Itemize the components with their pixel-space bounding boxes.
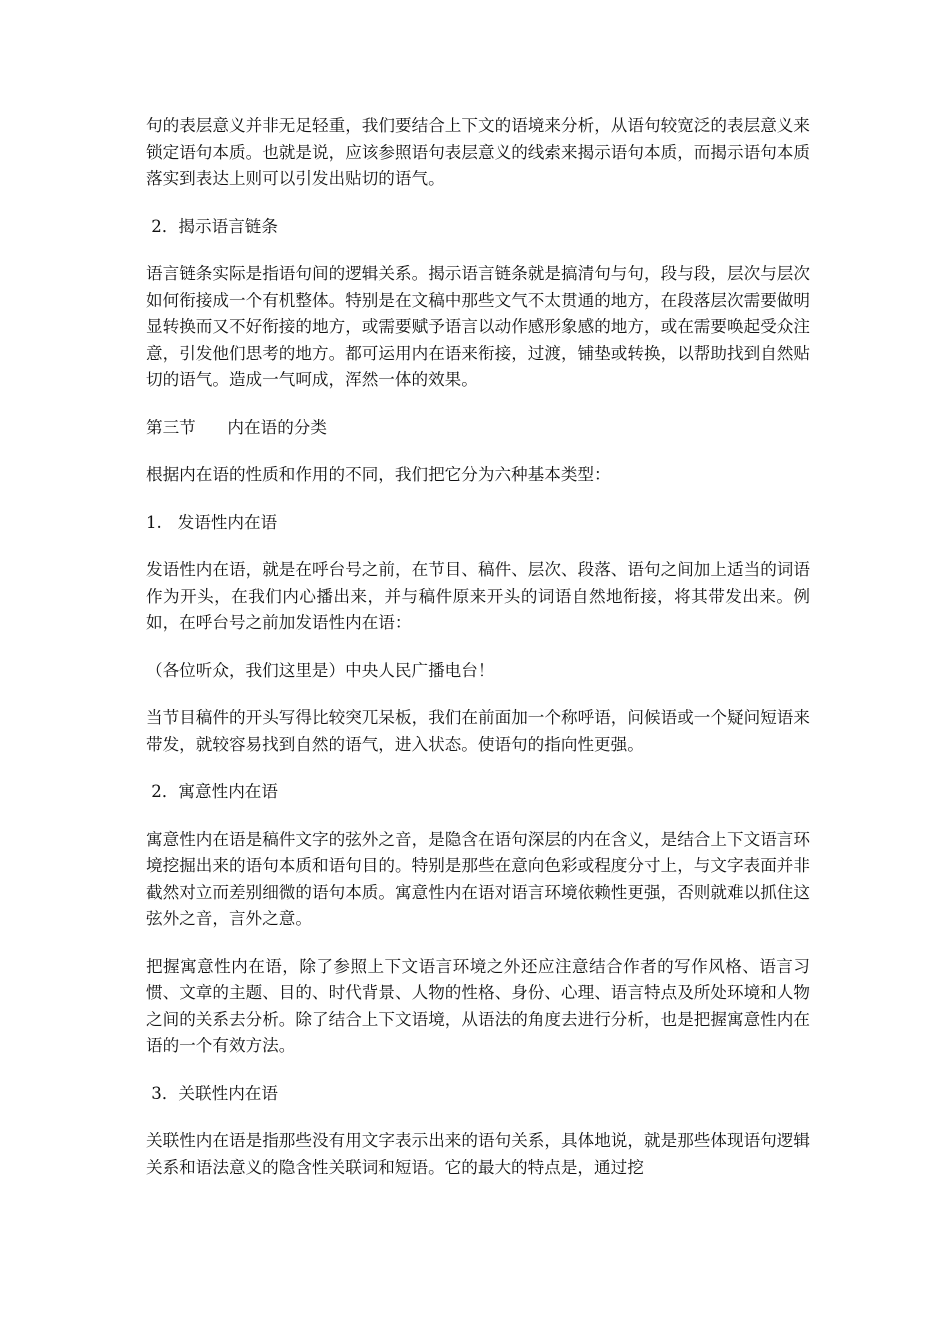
paragraph: 句的表层意义并非无足轻重，我们要结合上下文的语境来分析，从语句较宽泛的表层意义来锁定语句本质。也就是说，应该参照语句表层意义的线索来揭示语句本质，而揭示语句本质落实到表达上则可以引发出贴切的语气。 (146, 116, 810, 188)
paragraph: 关联性内在语是指那些没有用文字表示出来的语句关系，具体地说，就是那些体现语句逻辑关系和语法意义的隐含性关联词和短语。它的最大的特点是，通过挖 (146, 1131, 810, 1177)
example-line: （各位听众，我们这里是）中央人民广播电台！ (146, 660, 495, 680)
paragraph: 把握寓意性内在语，除了参照上下文语言环境之外还应注意结合作者的写作风格、语言习惯、文章的主题、目的、时代背景、人物的性格、身份、心理、语言特点及所处环境和人物之间的关系去分析。除了结合上下文语境，从语法的角度去进行分析，也是把握寓意性内在语的一个有效方法。 (146, 956, 810, 1055)
paragraph: 根据内在语的性质和作用的不同，我们把它分为六种基本类型： (146, 465, 611, 484)
section-heading: 1. 发语性内在语 (146, 512, 278, 532)
paragraph: 寓意性内在语是稿件文字的弦外之音，是隐含在语句深层的内在含义，是结合上下文语言环境挖掘出来的语句本质和语句目的。特别是那些在意向色彩或程度分寸上，与文字表面并非截然对立而差别细微的语句本质。寓意性内在语对语言环境依赖性更强，否则就难以抓住这弦外之音，言外之意。 (146, 829, 810, 928)
section-heading: 2．揭示语言链条 (146, 216, 278, 236)
section-heading: 3．关联性内在语 (146, 1083, 278, 1103)
chapter-heading: 第三节 内在语的分类 (146, 417, 327, 437)
paragraph: 发语性内在语，就是在呼台号之前，在节目、稿件、层次、段落、语句之间加上适当的词语作为开头，在我们内心播出来，并与稿件原来开头的词语自然地衔接，将其带发出来。例如，在呼台号之前加发语性内在语： (146, 560, 810, 632)
paragraph: 当节目稿件的开头写得比较突兀呆板，我们在前面加一个称呼语，问候语或一个疑问短语来带发，就较容易找到自然的语气，进入状态。使语句的指向性更强。 (146, 708, 810, 754)
document-page (146, 113, 810, 1202)
paragraph: 语言链条实际是指语句间的逻辑关系。揭示语言链条就是搞清句与句，段与段，层次与层次如何衔接成一个有机整体。特别是在文稿中那些文气不太贯通的地方，在段落层次需要做明显转换而又不好衔接的地方，或需要赋予语言以动作感形象感的地方，或在需要唤起受众注意，引发他们思考的地方。都可运用内在语来衔接，过渡，铺垫或转换，以帮助找到自然贴切的语气。造成一气呵成，浑然一体的效果。 (146, 264, 810, 389)
section-heading: 2．寓意性内在语 (146, 782, 278, 801)
